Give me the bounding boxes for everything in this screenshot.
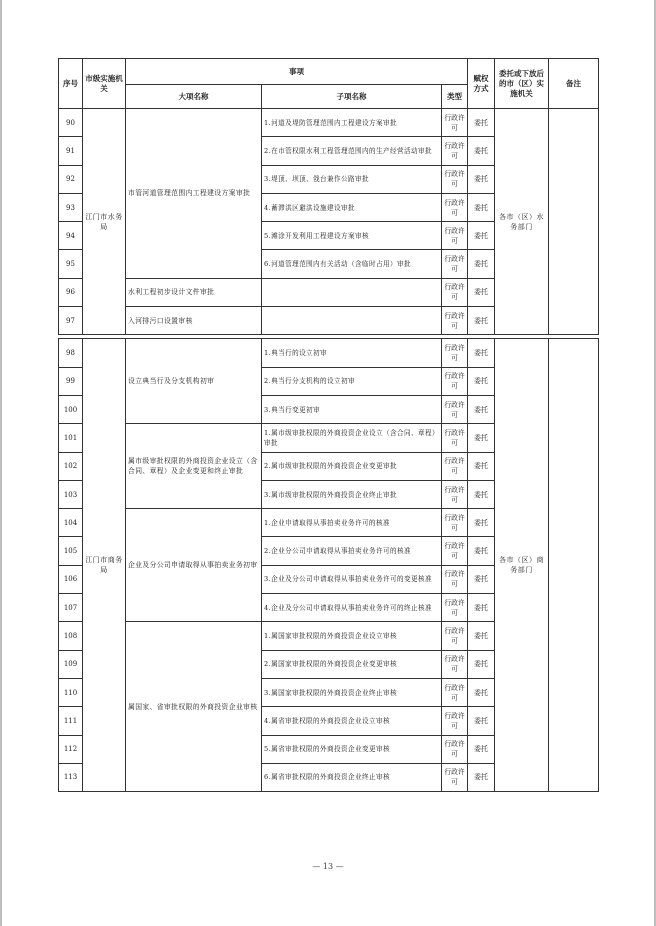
sub-item: 5.滩涂开发利用工程建设方案审核 [262,222,442,250]
empower-cell: 委托 [468,622,495,650]
empower-cell: 委托 [468,165,495,193]
empower-cell: 委托 [468,509,495,537]
empower-cell: 委托 [468,193,495,221]
note-cell-water [549,109,599,335]
empower-cell: 委托 [468,565,495,593]
sub-item: 4.蓄滞洪区避洪设施建设审批 [262,193,442,221]
row-number: 98 [59,339,83,367]
type-cell: 行政许可 [442,650,468,678]
row-number: 109 [59,650,83,678]
empower-cell: 委托 [468,307,495,335]
row-number: 94 [59,222,83,250]
row-number: 110 [59,678,83,706]
row-number: 103 [59,480,83,508]
city-org-commerce: 江门市商务局 [83,339,126,792]
type-cell: 行政许可 [442,137,468,165]
empower-cell: 委托 [468,222,495,250]
header-empower: 赋权方式 [468,59,495,109]
empower-cell: 委托 [468,109,495,137]
empower-cell: 委托 [468,339,495,367]
empower-cell: 委托 [468,367,495,395]
sub-item: 6.属省审批权限的外商投资企业终止审核 [262,763,442,791]
type-cell: 行政许可 [442,278,468,306]
sub-item: 1.企业申请取得从事拍卖业务许可的核准 [262,509,442,537]
row-number: 104 [59,509,83,537]
sub-item: 1.典当行的设立初审 [262,339,442,367]
empower-cell: 委托 [468,763,495,791]
sub-item: 3.属市级审批权限的外商投资企业终止审批 [262,480,442,508]
type-cell: 行政许可 [442,707,468,735]
row-number: 107 [59,594,83,622]
type-cell: 行政许可 [442,109,468,137]
row-number: 106 [59,565,83,593]
sub-item: 2.企业分公司申请取得从事拍卖业务许可的核准 [262,537,442,565]
major-item-pawn: 设立典当行及分支机构初审 [126,339,262,424]
empower-cell: 委托 [468,452,495,480]
major-item-river: 市管河道管理范围内工程建设方案审批 [126,109,262,279]
header-note: 备注 [549,59,599,109]
sub-item: 2.在市管权限水利工程管理范围内的生产经营活动审批 [262,137,442,165]
type-cell: 行政许可 [442,222,468,250]
type-cell: 行政许可 [442,165,468,193]
row-number: 91 [59,137,83,165]
type-cell: 行政许可 [442,678,468,706]
header-sub-name: 子项名称 [262,85,442,109]
major-item-state-foreign: 属国家、省审批权限的外商投资企业审核 [126,622,262,792]
sub-item: 2.属国家审批权限的外商投资企业变更审核 [262,650,442,678]
type-cell: 行政许可 [442,735,468,763]
type-cell: 行政许可 [442,452,468,480]
row-number: 111 [59,707,83,735]
type-cell: 行政许可 [442,594,468,622]
header-type: 类型 [442,85,468,109]
sub-item: 1.属市级审批权限的外商投资企业设立（含合同、章程）审批 [262,424,442,452]
sub-item: 2.属市级审批权限的外商投资企业变更审批 [262,452,442,480]
sub-item: 4.企业及分公司申请取得从事拍卖业务许可的终止核准 [262,594,442,622]
sub-item: 5.属省审批权限的外商投资企业变更审核 [262,735,442,763]
type-cell: 行政许可 [442,367,468,395]
row-number: 105 [59,537,83,565]
sub-item [262,307,442,335]
row-number: 108 [59,622,83,650]
row-number: 113 [59,763,83,791]
sub-item: 3.企业及分公司申请取得从事拍卖业务许可的变更核准 [262,565,442,593]
sub-item: 3.属国家审批权限的外商投资企业终止审核 [262,678,442,706]
header-major-name: 大项名称 [126,85,262,109]
major-item-city-foreign: 属市级审批权限的外商投资企业设立（含合同、章程）及企业变更和终止审批 [126,424,262,509]
header-items: 事项 [126,59,468,85]
header-city-org: 市级实施机关 [83,59,126,109]
delegation-table [58,58,599,792]
empower-cell: 委托 [468,650,495,678]
page-edge-left [0,0,2,926]
type-cell: 行政许可 [442,395,468,423]
type-cell: 行政许可 [442,622,468,650]
row-number: 95 [59,250,83,278]
row-number: 97 [59,307,83,335]
type-cell: 行政许可 [442,480,468,508]
row-number: 93 [59,193,83,221]
major-item-design: 水利工程初步设计文件审批 [126,278,262,306]
row-number: 90 [59,109,83,137]
sub-item: 1.河道及堤防管理范围内工程建设方案审批 [262,109,442,137]
sub-item: 1.属国家审批权限的外商投资企业设立审核 [262,622,442,650]
delegated-org-water: 各市（区）水务部门 [495,109,549,335]
header-seq: 序号 [59,59,83,109]
row-number: 100 [59,395,83,423]
type-cell: 行政许可 [442,307,468,335]
type-cell: 行政许可 [442,339,468,367]
empower-cell: 委托 [468,278,495,306]
type-cell: 行政许可 [442,537,468,565]
table-row [59,109,599,137]
empower-cell: 委托 [468,395,495,423]
major-item-auction: 企业及分公司申请取得从事拍卖业务初审 [126,509,262,622]
delegated-org-commerce: 各市（区）商务部门 [495,339,549,792]
header-delegated-org: 委托或下放后的市（区）实施机关 [495,59,549,109]
sub-item [262,278,442,306]
sub-item: 6.河道管理范围内有关活动（含临时占用）审批 [262,250,442,278]
empower-cell: 委托 [468,707,495,735]
row-number: 99 [59,367,83,395]
empower-cell: 委托 [468,678,495,706]
note-cell-commerce [549,339,599,792]
empower-cell: 委托 [468,537,495,565]
type-cell: 行政许可 [442,193,468,221]
type-cell: 行政许可 [442,763,468,791]
row-number: 101 [59,424,83,452]
empower-cell: 委托 [468,137,495,165]
city-org-water: 江门市水务局 [83,109,126,335]
row-number: 102 [59,452,83,480]
sub-item: 4.属省审批权限的外商投资企业设立审核 [262,707,442,735]
empower-cell: 委托 [468,735,495,763]
major-item-outfall: 入河排污口设置审核 [126,307,262,335]
row-number: 92 [59,165,83,193]
type-cell: 行政许可 [442,509,468,537]
type-cell: 行政许可 [442,250,468,278]
empower-cell: 委托 [468,480,495,508]
empower-cell: 委托 [468,424,495,452]
sub-item: 3.典当行变更初审 [262,395,442,423]
row-number: 96 [59,278,83,306]
page-number: — 13 — [312,862,344,871]
sub-item: 2.典当行分支机构的设立初审 [262,367,442,395]
type-cell: 行政许可 [442,565,468,593]
empower-cell: 委托 [468,250,495,278]
empower-cell: 委托 [468,594,495,622]
sub-item: 3.堤顶、坝顶、戗台兼作公路审批 [262,165,442,193]
row-number: 112 [59,735,83,763]
header-row-1 [59,59,599,85]
table-row [59,339,599,367]
type-cell: 行政许可 [442,424,468,452]
